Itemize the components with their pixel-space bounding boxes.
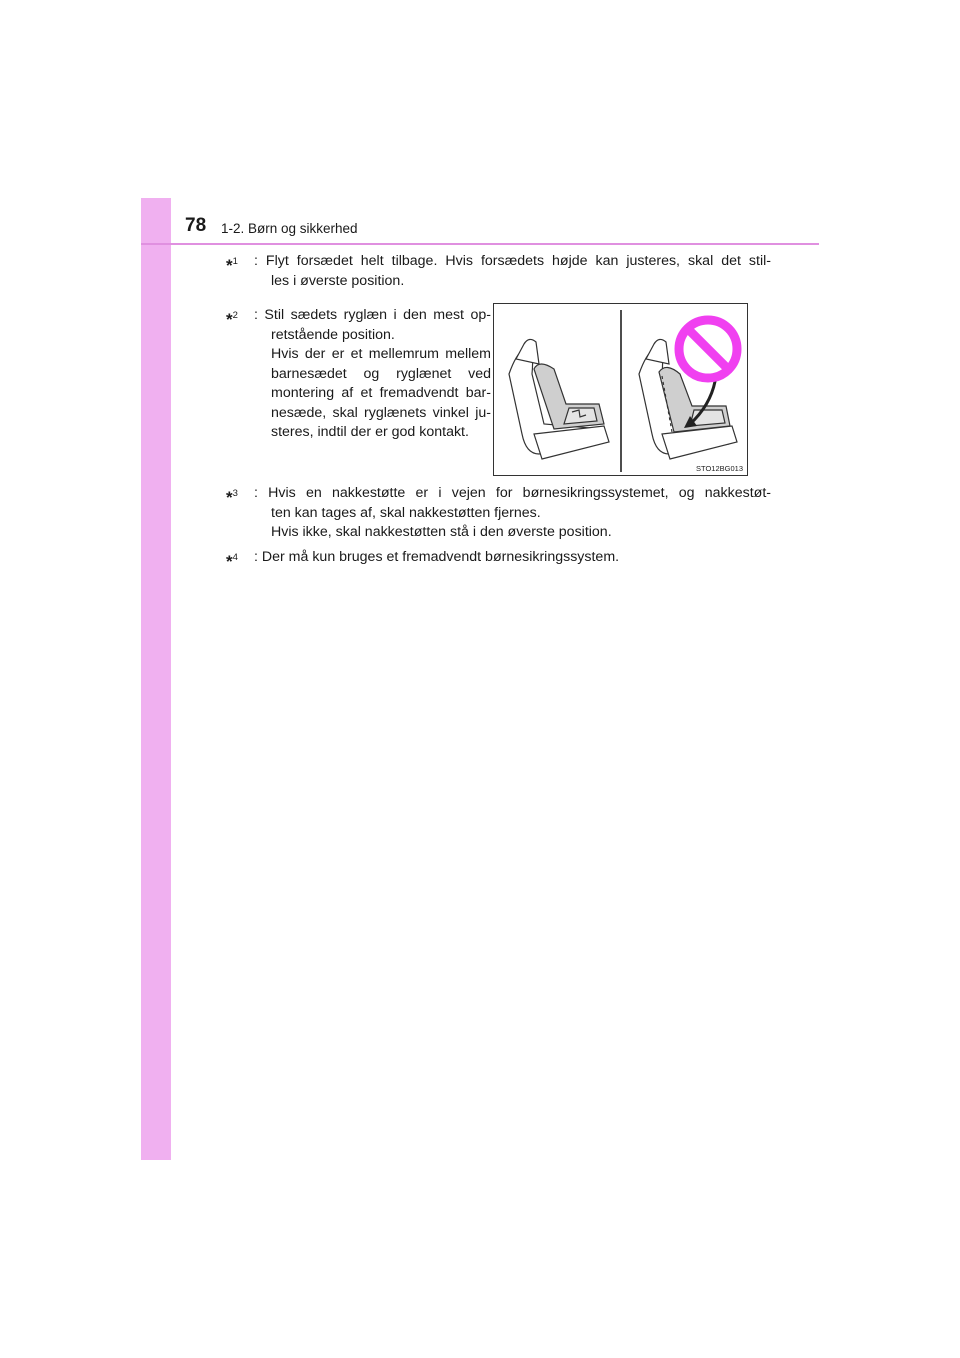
note-line: retstående position.	[271, 326, 395, 343]
seat-figure	[493, 303, 748, 476]
note-line: Hvis der er et mellemrum mellem	[271, 346, 491, 362]
page-number: 78	[185, 215, 207, 236]
section-title: 1-2. Børn og sikkerhed	[221, 221, 358, 236]
note-line: Hvis ikke, skal nakkestøtten stå i den øverste position.	[271, 524, 612, 540]
note-body	[254, 252, 771, 291]
note-body	[254, 484, 771, 543]
note-marker: *$^3$	[226, 488, 238, 507]
figure-code: STO12BG013	[696, 464, 743, 473]
note-body	[254, 548, 771, 568]
note-marker: *$^2$	[226, 310, 238, 329]
header-rule	[141, 243, 819, 245]
note-line: : Der må kun bruges et fremadvendt børnesikringssystem.	[254, 549, 620, 565]
note-marker: *$^1$	[226, 256, 238, 275]
note-marker: *$^4$	[226, 552, 238, 571]
note-line: : Hvis en nakkestøtte er i vejen for børnesikringssystemet, og nakkestøt-	[254, 485, 771, 501]
note-body	[254, 306, 491, 443]
correct-seat-drawing	[509, 339, 609, 459]
seat-illustration	[494, 304, 749, 477]
note-line: nesæde, skal ryglænets vinkel ju-	[271, 404, 491, 421]
note-line: ten kan tages af, skal nakkestøtten fjernes.	[271, 504, 541, 521]
note-line: : Stil sædets ryglæn i den mest op-	[254, 307, 491, 323]
note-line: : Flyt forsædet helt tilbage. Hvis forsædets højde kan justeres, skal det stil-	[254, 253, 771, 269]
note-line: montering af et fremadvendt bar-	[271, 385, 491, 401]
note-line: steres, indtil der er god kontakt.	[271, 424, 469, 440]
note-line: barnesædet og ryglænet ved	[271, 365, 491, 382]
side-bar	[141, 198, 171, 1160]
note-line: les i øverste position.	[271, 272, 405, 289]
prohibition-icon	[679, 320, 737, 378]
